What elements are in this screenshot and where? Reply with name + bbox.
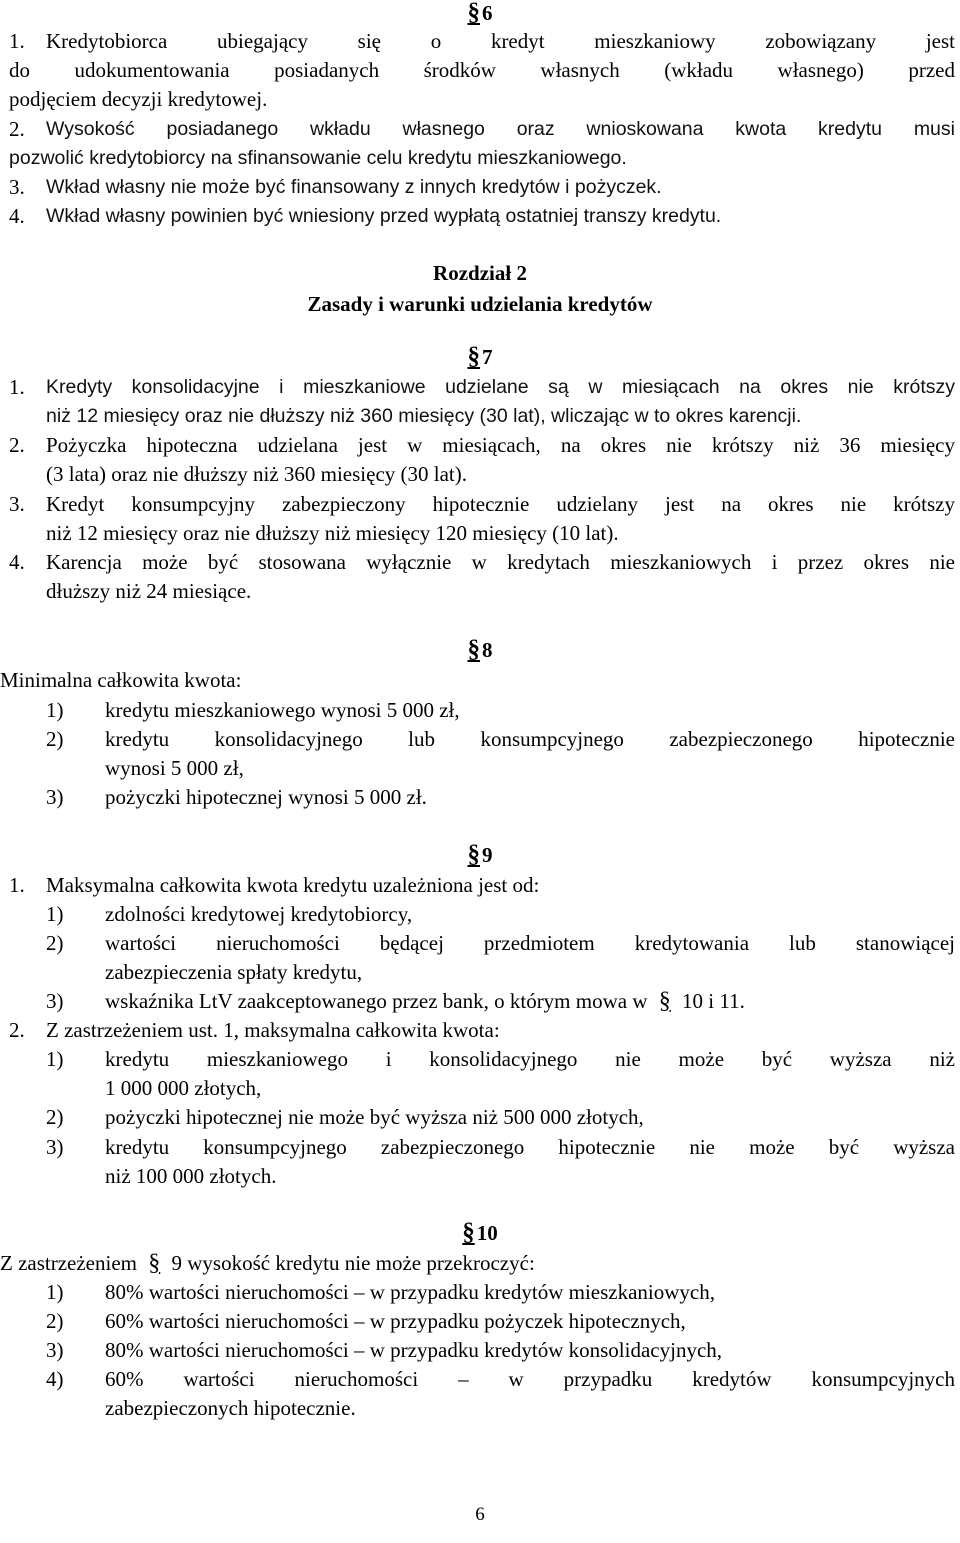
paragraph-6-1 [9, 27, 955, 114]
list-line: wartości nieruchomości będącej przedmiotem kredytowania lub stanowiącej [105, 931, 955, 955]
list-item-10-1 [46, 1278, 955, 1307]
list-text: 80% wartości nieruchomości – w przypadku kredytów mieszkaniowych, [105, 1280, 716, 1304]
section-number: 9 [482, 843, 493, 867]
list-text: 80% wartości nieruchomości – w przypadku kredytów konsolidacyjnych, [105, 1338, 723, 1362]
paragraph-line: Kredyt konsumpcyjny zabezpieczony hipotecznie udzielany jest na okres nie krótszy [46, 492, 955, 516]
paragraph-label: 2. [9, 1018, 25, 1042]
list-text: pożyczki hipotecznej nie może być wyższa niż 500 000 złotych, [105, 1105, 644, 1129]
list-text: kredytu mieszkaniowego wynosi 5 000 zł, [105, 698, 460, 722]
list-item-10-3 [46, 1336, 955, 1365]
paragraph-label: 1. [9, 375, 25, 399]
paragraph-9-2 [9, 1016, 955, 1045]
paragraph-line: niż 12 miesięcy oraz nie dłuższy niż 360 miesięcy (30 lat), wliczając w to okres karencji. [46, 405, 802, 427]
paragraph-label: 4. [9, 550, 25, 574]
paragraph-line: Kredyty konsolidacyjne i mieszkaniowe udzielane są w miesiącach na okres nie krótszy [46, 376, 955, 398]
section-mark: § [467, 636, 480, 663]
paragraph-line: Pożyczka hipoteczna udzielana jest w miesiącach, na okres nie krótszy niż 36 miesięcy [46, 433, 955, 457]
section-mark: § [467, 0, 480, 26]
list-label: 2) [46, 727, 64, 751]
paragraph-line: Karencja może być stosowana wyłącznie w kredytach mieszkaniowych i przez okres nie [46, 550, 955, 574]
list-line: kredytu konsumpcyjnego zabezpieczonego hipotecznie nie może być wyższa [105, 1135, 955, 1159]
paragraph-9-1 [9, 871, 955, 900]
list-item-9-1-2 [46, 929, 955, 987]
paragraph-6-4 [9, 202, 955, 231]
paragraph-label: 2. [9, 433, 25, 457]
paragraph-7-3 [9, 490, 955, 548]
list-label: 4) [46, 1367, 64, 1391]
section-number: 10 [476, 1221, 498, 1245]
paragraph-label: 1. [9, 873, 25, 897]
list-text: 60% wartości nieruchomości – w przypadku pożyczek hipotecznych, [105, 1309, 686, 1333]
list-label: 1) [46, 1047, 64, 1071]
intro-text: 9 wysokość kredytu nie może przekroczyć: [171, 1251, 535, 1275]
paragraph-line: do udokumentowania posiadanych środków własnych (wkładu własnego) przed [9, 58, 955, 82]
list-item-10-2 [46, 1307, 955, 1336]
chapter-number: Rozdział 2 [433, 261, 527, 285]
page-number: 6 [475, 1504, 485, 1525]
list-item-9-1-3 [46, 987, 955, 1016]
list-item-9-2-3 [46, 1133, 955, 1191]
paragraph-line: dłuższy niż 24 miesiące. [46, 579, 252, 603]
list-item-9-1-1 [46, 900, 955, 929]
paragraph-7-1 [9, 373, 955, 431]
chapter-title: Zasady i warunki udzielania kredytów [307, 292, 653, 316]
paragraph-6-3 [9, 173, 955, 202]
section-number: 8 [482, 638, 493, 662]
list-label: 2) [46, 1309, 64, 1333]
intro-text: Z zastrzeżeniem [0, 1251, 137, 1275]
paragraph-line: niż 12 miesięcy oraz nie dłuższy niż miesięcy 120 miesięcy (10 lat). [46, 521, 619, 545]
section-mark: § [467, 343, 480, 370]
section-number: 7 [482, 345, 493, 369]
section-mark: § [467, 841, 480, 868]
section-heading-9 [0, 842, 960, 868]
paragraph-label: 1. [9, 29, 25, 53]
section-mark: § [658, 988, 671, 1014]
list-line: 1 000 000 złotych, [105, 1076, 262, 1100]
paragraph-line: (3 lata) oraz nie dłuższy niż 360 miesięcy (30 lat). [46, 462, 468, 486]
list-text: wskaźnika LtV zaakceptowanego przez bank, o którym mowa w [105, 989, 648, 1013]
paragraph-text: Maksymalna całkowita kwota kredytu uzależniona jest od: [46, 873, 540, 897]
list-line: 60% wartości nieruchomości – w przypadku kredytów konsumpcyjnych [105, 1367, 955, 1391]
paragraph-6-2 [9, 115, 955, 173]
paragraph-line: podjęciem decyzji kredytowej. [9, 87, 268, 111]
paragraph-text: Wkład własny nie może być finansowany z innych kredytów i pożyczek. [46, 176, 662, 198]
list-label: 2) [46, 931, 64, 955]
paragraph-line: Kredytobiorca ubiegający się o kredyt mieszkaniowy zobowiązany jest [46, 29, 955, 53]
list-item-9-2-2 [46, 1103, 955, 1132]
list-label: 2) [46, 1105, 64, 1129]
section-mark: § [462, 1219, 475, 1246]
section-mark: § [148, 1250, 161, 1276]
list-item-9-2-1 [46, 1045, 955, 1103]
paragraph-7-4 [9, 548, 955, 606]
section-heading-10 [0, 1220, 960, 1246]
section-heading-6 [0, 0, 960, 26]
list-label: 3) [46, 1338, 64, 1362]
section-heading-8 [0, 637, 960, 663]
list-label: 3) [46, 1135, 64, 1159]
paragraph-7-2 [9, 431, 955, 489]
list-label: 3) [46, 989, 64, 1013]
section-heading-7 [0, 344, 960, 370]
paragraph-text: Z zastrzeżeniem ust. 1, maksymalna całkowita kwota: [46, 1018, 500, 1042]
list-line: kredytu konsolidacyjnego lub konsumpcyjnego zabezpieczonego hipotecznie [105, 727, 955, 751]
section-10-intro [0, 1249, 946, 1278]
list-item-8-2 [46, 725, 955, 783]
paragraph-line: pozwolić kredytobiorcy na sfinansowanie celu kredytu mieszkaniowego. [9, 147, 627, 169]
list-line: kredytu mieszkaniowego i konsolidacyjnego nie może być wyższa niż [105, 1047, 955, 1071]
list-label: 1) [46, 698, 64, 722]
list-label: 3) [46, 785, 64, 809]
paragraph-label: 3. [9, 175, 25, 199]
list-label: 1) [46, 1280, 64, 1304]
list-line: zabezpieczonych hipotecznie. [105, 1396, 356, 1420]
section-number: 6 [482, 1, 493, 25]
chapter-heading [0, 258, 960, 320]
paragraph-label: 2. [9, 117, 25, 141]
paragraph-line: Wysokość posiadanego wkładu własnego oraz wnioskowana kwota kredytu musi [46, 118, 955, 140]
list-text: zdolności kredytowej kredytobiorcy, [105, 902, 413, 926]
section-8-intro: Minimalna całkowita kwota: [0, 668, 242, 692]
list-line: zabezpieczenia spłaty kredytu, [105, 960, 363, 984]
paragraph-label: 3. [9, 492, 25, 516]
list-label: 1) [46, 902, 64, 926]
list-item-8-1 [46, 696, 955, 725]
list-line: niż 100 000 złotych. [105, 1164, 277, 1188]
paragraph-text: Wkład własny powinien być wniesiony przed wypłatą ostatniej transzy kredytu. [46, 205, 722, 227]
list-line: wynosi 5 000 zł, [105, 756, 244, 780]
paragraph-label: 4. [9, 204, 25, 228]
list-text: 10 i 11. [682, 989, 745, 1013]
list-item-8-3 [46, 783, 955, 812]
list-item-10-4 [46, 1365, 955, 1423]
list-text: pożyczki hipotecznej wynosi 5 000 zł. [105, 785, 427, 809]
